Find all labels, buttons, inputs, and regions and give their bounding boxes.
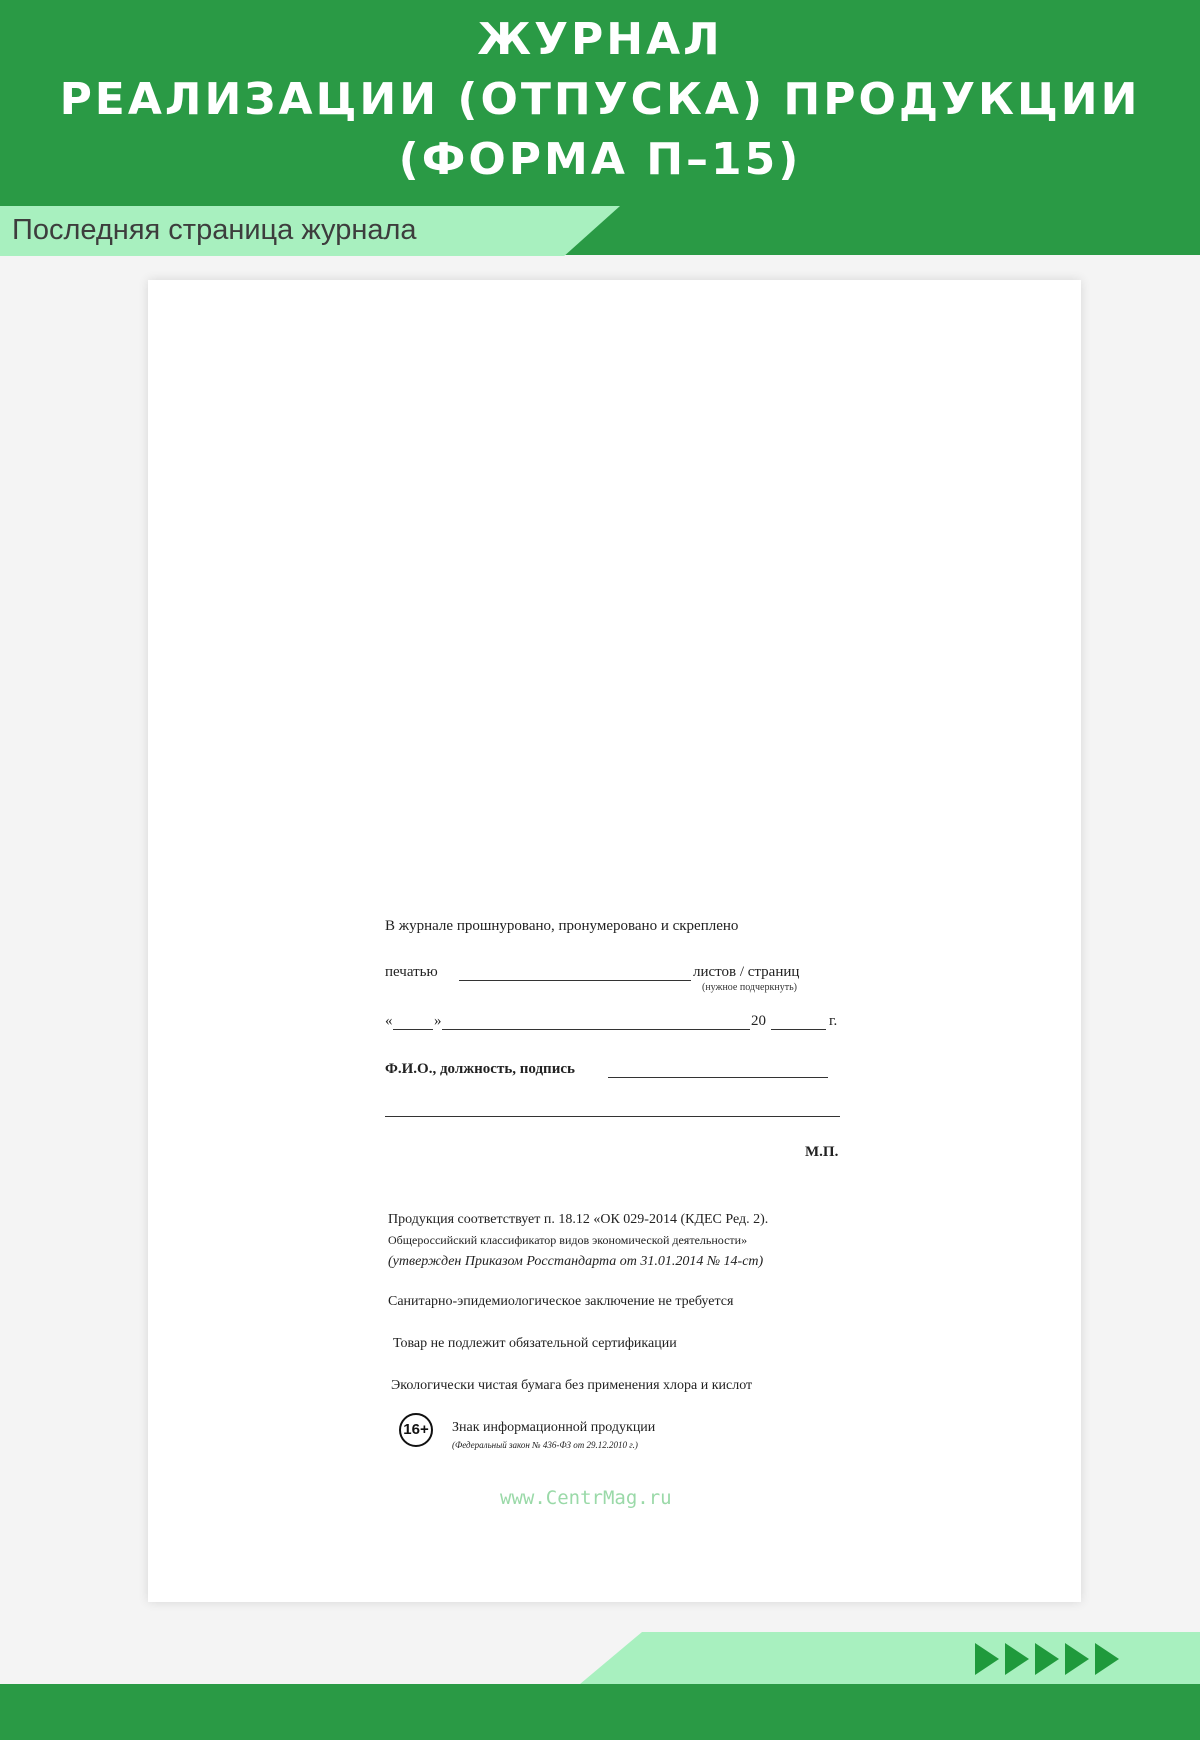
title-line-1: ЖУРНАЛ <box>477 14 723 65</box>
ecology-note: Экологически чистая бумага без применения хлора и кислот <box>391 1378 753 1393</box>
title-line-2: РЕАЛИЗАЦИИ (ОТПУСКА) ПРОДУКЦИИ <box>59 74 1141 125</box>
year-prefix: 20 <box>751 1013 766 1029</box>
next-arrows-icon[interactable] <box>975 1641 1145 1677</box>
year-line <box>771 1029 826 1030</box>
journal-page <box>148 280 1081 1602</box>
quote-open: « <box>385 1013 393 1029</box>
fio-label: Ф.И.О., должность, подпись <box>385 1061 575 1077</box>
sheets-count-line <box>459 980 691 981</box>
underline-note: (нужное подчеркнуть) <box>702 982 797 993</box>
seal-label: печатью <box>385 964 438 980</box>
subtitle-label: Последняя страница журнала <box>12 214 417 246</box>
day-line <box>393 1029 433 1030</box>
age-rating-icon: 16+ <box>399 1413 433 1447</box>
certification-note: Товар не подлежит обязательной сертификации <box>393 1336 677 1351</box>
year-suffix: г. <box>829 1013 838 1029</box>
info-law-label: (Федеральный закон № 436-ФЗ от 29.12.2010 г.) <box>452 1440 638 1450</box>
footer-bar <box>0 1684 1200 1740</box>
sheets-label: листов / страниц <box>693 964 800 980</box>
stamp-label: М.П. <box>805 1144 839 1160</box>
month-line <box>442 1029 750 1030</box>
fio-line <box>608 1077 828 1078</box>
site-watermark: www.CentrMag.ru <box>500 1487 672 1509</box>
info-sign-label: Знак информационной продукции <box>452 1420 656 1435</box>
title-line-3: (ФОРМА П–15) <box>398 134 802 185</box>
sanitary-note: Санитарно-эпидемиологическое заключение не требуется <box>388 1294 734 1309</box>
compliance-line-1: Продукция соответствует п. 18.12 «ОК 029-2014 (КДЕС Ред. 2). <box>388 1212 769 1227</box>
signature-line <box>385 1116 840 1117</box>
stitched-statement: В журнале прошнуровано, пронумеровано и скреплено <box>385 918 739 934</box>
compliance-line-3: (утвержден Приказом Росстандарта от 31.01.2014 № 14-ст) <box>388 1254 764 1269</box>
compliance-line-2: Общероссийский классификатор видов экономической деятельности» <box>388 1233 748 1247</box>
quote-close: » <box>434 1013 442 1029</box>
